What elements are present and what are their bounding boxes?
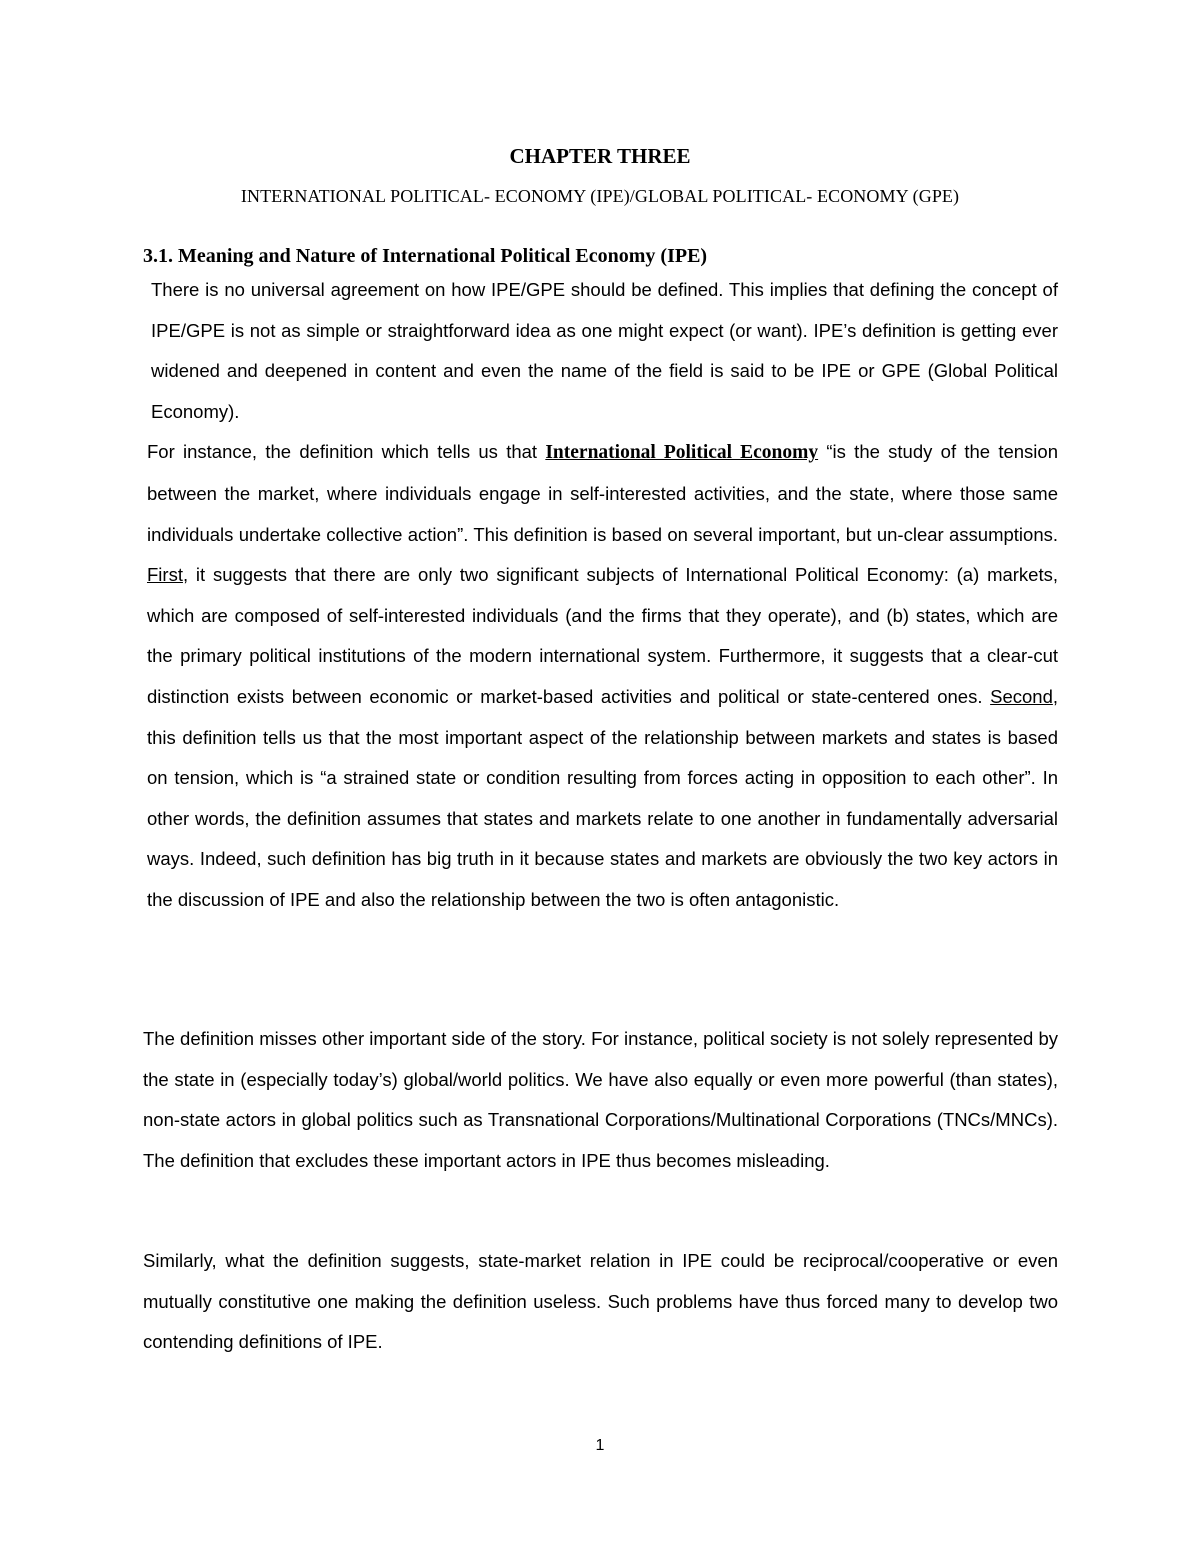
- body-block-1: [143, 270, 1058, 921]
- paragraph-2-text-c: , it suggests that there are only two significant subjects of International Political Economy: (a) markets, which are composed of self-interested individuals (and the firms that they operate), and (b) states, which are the primary political institutions of the modern international system. Furthermore, it suggests that a clear-cut distinction exists between economic or market-based activities and political or state-centered ones.: [147, 564, 1058, 707]
- paragraph-2-text-d: , this definition tells us that the most important aspect of the relationship between markets and states is based on tension, which is “a strained state or condition resulting from forces acting in opposition to each other”. In other words, the definition assumes that states and markets relate to one another in fundamentally adversarial ways. Indeed, such definition has big truth in it because states and markets are obviously the two key actors in the discussion of IPE and also the relationship between the two is often antagonistic.: [147, 685, 1058, 910]
- first-marker: First: [147, 564, 183, 586]
- paragraph-4: Similarly, what the definition suggests, state-market relation in IPE could be reciprocal/cooperative or even mutually constitutive one making the definition useless. Such problems have thus forced many to develop two contending definitions of IPE.: [143, 1250, 1058, 1353]
- second-marker: Second: [990, 685, 1053, 707]
- chapter-subtitle: INTERNATIONAL POLITICAL- ECONOMY (IPE)/GLOBAL POLITICAL- ECONOMY (GPE): [240, 186, 960, 206]
- body-block-2: [143, 1019, 1058, 1181]
- page-number: 1: [595, 1437, 605, 1454]
- section-heading: 3.1. Meaning and Nature of International Political Economy (IPE): [143, 245, 708, 267]
- body-block-3: [143, 1241, 1058, 1363]
- paragraph-1: There is no universal agreement on how IPE/GPE should be defined. This implies that defining the concept of IPE/GPE is not as simple or straightforward idea as one might expect (or want). IPE’s definition is getting ever widened and deepened in content and even the name of the field is said to be IPE or GPE (Global Political Economy).: [151, 279, 1058, 422]
- paragraph-2-text-a: For instance, the definition which tells us that: [147, 441, 546, 463]
- paragraph-3: The definition misses other important side of the story. For instance, political society is not solely represented by the state in (especially today’s) global/world politics. We have also equally or even more powerful (than states), non-state actors in global politics such as Transnational Corporations/Multinational Corporations (TNCs/MNCs). The definition that excludes these important actors in IPE thus becomes misleading.: [143, 1028, 1058, 1171]
- defined-term: International Political Economy: [545, 442, 819, 464]
- paragraph-2-text-b: “is the study of the tension between the market, where individuals engage in self-interested activities, and the state, where those same individuals undertake collective action”. This definition is based on several important, but un-clear assumptions.: [147, 441, 1058, 545]
- chapter-title: CHAPTER THREE: [509, 144, 691, 168]
- paragraph-2: [143, 432, 1058, 920]
